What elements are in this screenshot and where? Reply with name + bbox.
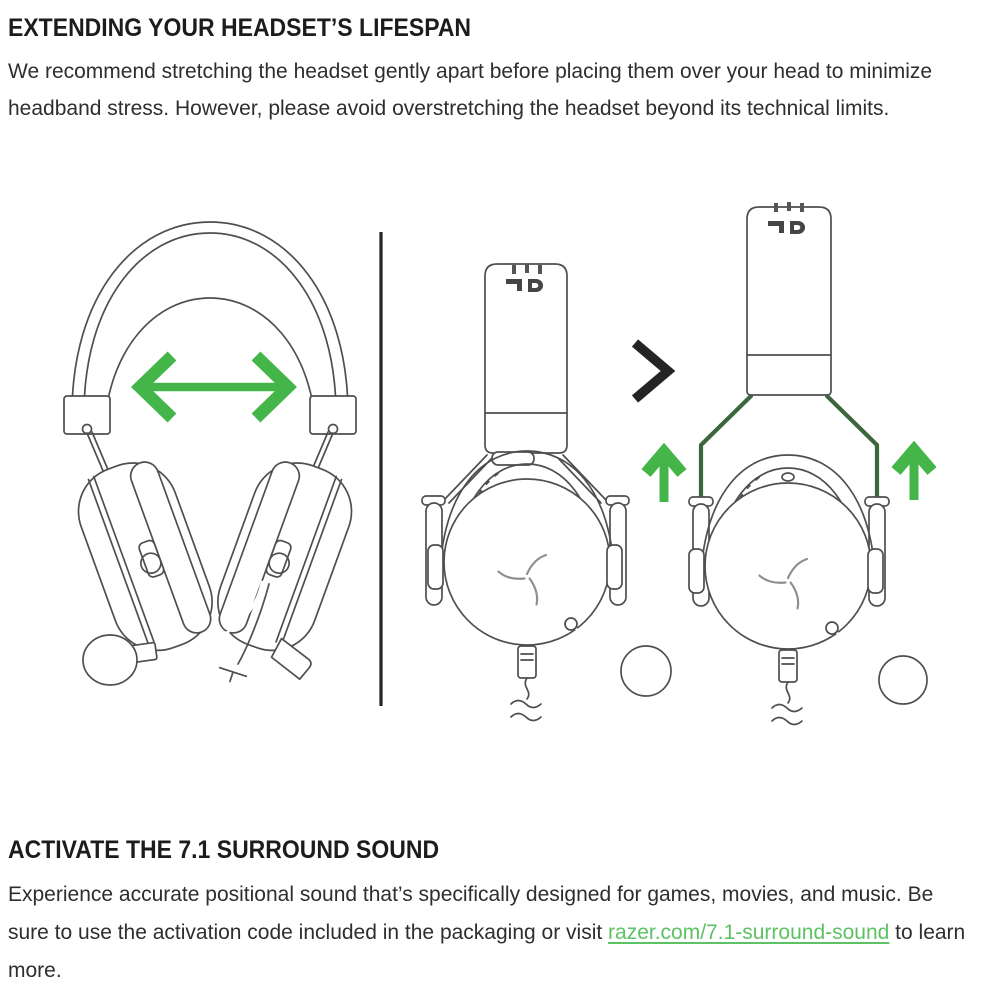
hinge: [492, 452, 534, 465]
headband: [72, 222, 348, 432]
extend-arrow-icon-right: [896, 450, 932, 500]
step-chevron-icon: [635, 343, 668, 399]
extend-arrow-icon-left: [646, 452, 682, 502]
mic-ball: [83, 635, 137, 685]
surround-text-before-link: Experience accurate positional sound that’s specifically designed for games, movies, and music. Be sure to use the activation code included in the packaging or visit: [8, 883, 934, 944]
ear-cup-left: [66, 450, 225, 663]
left-headset-front-view: [64, 222, 375, 686]
surround-text-after-link: to learn more.: [8, 921, 966, 982]
middle-headset-side-view-compact: [422, 264, 671, 721]
section-heading-surround: ACTIVATE THE 7.1 SURROUND SOUND: [8, 836, 440, 864]
mic-ball: [621, 646, 671, 696]
right-headset-side-view-extended: [689, 202, 927, 725]
pad-clip-left: [428, 545, 443, 589]
cable: [511, 646, 541, 721]
ear-cup-right: [200, 450, 375, 681]
surround-sound-link[interactable]: razer.com/7.1-surround-sound: [608, 921, 890, 944]
headband: [747, 202, 831, 395]
pad-clip-right: [607, 545, 622, 589]
pad-clip-right: [868, 549, 883, 593]
ear-cup: [444, 479, 610, 645]
headband: [485, 264, 567, 453]
ear-cup: [705, 483, 871, 649]
section-heading-lifespan: EXTENDING YOUR HEADSET’S LIFESPAN: [8, 14, 472, 42]
mic-boom: [565, 618, 671, 696]
stretch-arrow-icon: [140, 356, 288, 418]
surround-body-text: [8, 876, 968, 990]
mic-ball: [879, 656, 927, 704]
lifespan-body-text: We recommend stretching the headset gently apart before placing them over your head to minimize headband stress. However, please avoid overstretching the headset beyond its technical limits.: [8, 60, 933, 120]
mic-boom: [826, 622, 927, 704]
cable: [772, 650, 802, 725]
pad-clip-left: [689, 549, 704, 593]
